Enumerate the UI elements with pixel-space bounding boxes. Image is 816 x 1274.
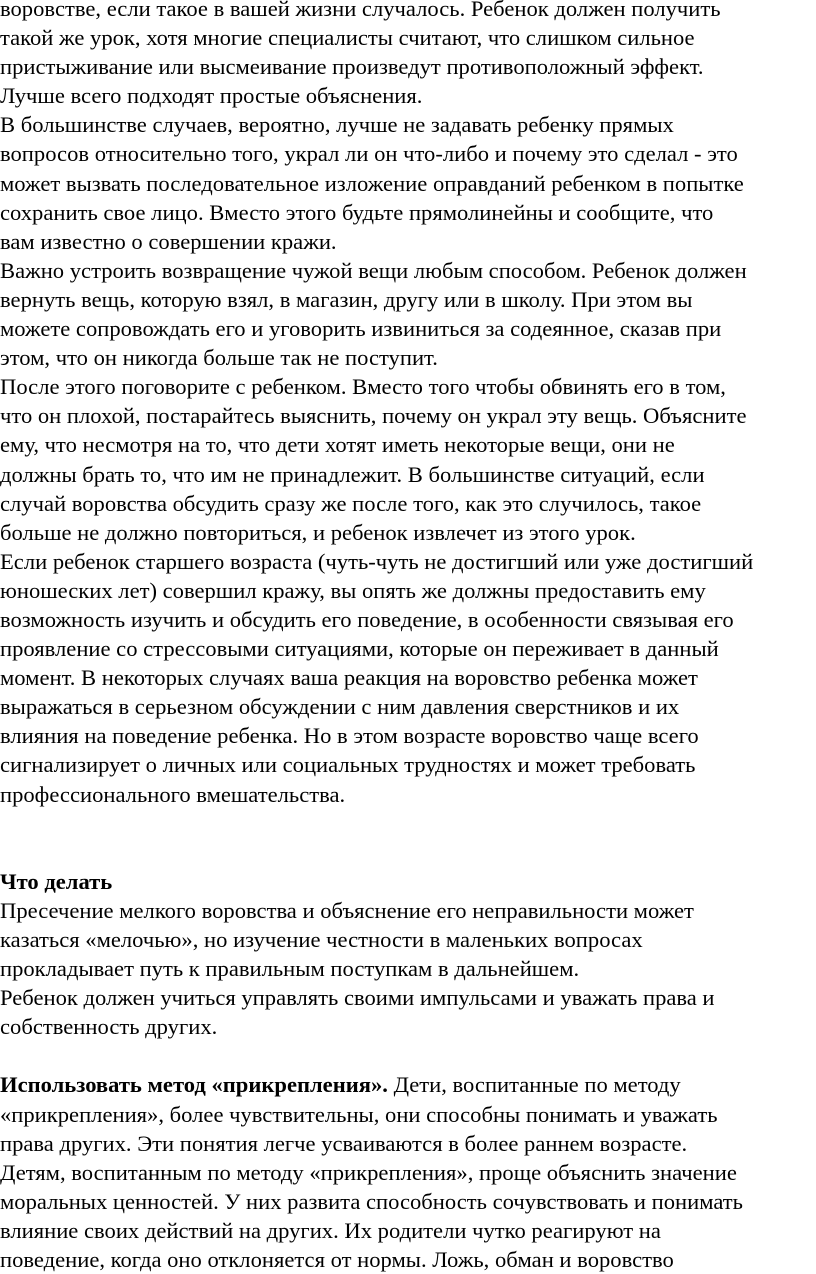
text-line: казаться «мелочью», но изучение честности в маленьких вопросах	[0, 927, 643, 952]
blank-line	[0, 1041, 816, 1070]
text-line: «прикрепления», более чувствительны, они способны понимать и уважать	[0, 1101, 718, 1127]
text-line: можете сопровождать его и уговорить извиниться за содеянное, сказав при	[0, 316, 722, 342]
text-line: такой же урок, хотя многие специалисты считают, что слишком сильное	[0, 25, 695, 51]
text-line: После этого поговорите с ребенком. Вместо того чтобы обвинять его в том,	[0, 374, 726, 400]
text-line: воровстве, если такое в вашей жизни случалось. Ребенок должен получить	[0, 0, 721, 21]
text-line: влияние своих действий на других. Их родители чутко реагируют на	[0, 1217, 661, 1243]
text-line: момент. В некоторых случаях ваша реакция на воровство ребенка может	[0, 665, 698, 691]
method-paragraph	[0, 1070, 816, 1274]
text-line: собственность других.	[0, 1014, 218, 1040]
paragraph-1	[0, 0, 816, 110]
section-what-to-do	[0, 867, 816, 1042]
text-line: профессионального вмешательства.	[0, 781, 346, 807]
blank-line	[0, 809, 816, 838]
text-line: может вызвать последовательное изложение оправданий ребенком в попытке	[0, 170, 744, 196]
method-title: Использовать метод «прикрепления».	[0, 1072, 388, 1098]
paragraph-4	[0, 372, 816, 547]
text-line: вернуть вещь, которую взял, в магазин, другу или в школу. При этом вы	[0, 286, 693, 312]
paragraph-3	[0, 256, 816, 372]
text-line: случай воровства обсудить сразу же после того, как это случилось, такое	[0, 490, 702, 516]
text-line: Пресечение мелкого воровства и объяснение его неправильности может	[0, 897, 694, 923]
text-line: вопросов относительно того, украл ли он что-либо и почему это сделал - это	[0, 141, 738, 167]
text-line: влияния на поведение ребенка. Но в этом возрасте воровство чаще всего	[0, 723, 699, 749]
text-line: Важно устроить возвращение чужой вещи любым способом. Ребенок должен	[0, 257, 747, 283]
text-line: Лучше всего подходят простые объяснения.	[0, 83, 423, 109]
text-line: ему, что несмотря на то, что дети хотят иметь некоторые вещи, они не	[0, 432, 675, 458]
text-line: прокладывает путь к правильным поступкам в дальнейшем.	[0, 956, 580, 982]
text-line: этом, что он никогда больше так не поступит.	[0, 345, 438, 371]
text-line	[0, 1070, 816, 1099]
text-line: вам известно о совершении кражи.	[0, 228, 337, 254]
method-first-line-rest: Дети, воспитанные по методу	[387, 1072, 681, 1098]
section-paragraph-2	[0, 983, 816, 1041]
text-line: возможность изучить и обсудить его поведение, в особенности связывая его	[0, 606, 734, 632]
blank-line	[0, 838, 816, 867]
paragraph-5	[0, 547, 816, 809]
text-line: должны брать то, что им не принадлежит. В большинстве ситуаций, если	[0, 461, 705, 487]
section-heading: Что делать	[0, 868, 113, 894]
text-line: сигнализирует о личных или социальных трудностях и может требовать	[0, 752, 696, 778]
text-line: больше не должно повториться, и ребенок извлечет из этого урок.	[0, 519, 636, 545]
text-line: выражаться в серьезном обсуждении с ним давления сверстников и их	[0, 694, 680, 720]
text-line: сохранить свое лицо. Вместо этого будьте прямолинейны и сообщите, что	[0, 199, 714, 225]
section-paragraph-1	[0, 896, 816, 983]
text-line: Детям, воспитанным по методу «прикрепления», проще объяснить значение	[0, 1159, 737, 1185]
text-line: права других. Эти понятия легче усваиваются в более раннем возрасте.	[0, 1130, 688, 1156]
text-line: юношеских лет) совершил кражу, вы опять же должны предоставить ему	[0, 577, 706, 603]
text-line: проявление со стрессовыми ситуациями, которые он переживает в данный	[0, 636, 719, 662]
text-line: что он плохой, постарайтесь выяснить, почему он украл эту вещь. Объясните	[0, 403, 747, 429]
text-line: В большинстве случаев, вероятно, лучше не задавать ребенку прямых	[0, 112, 674, 138]
text-line: поведение, когда оно отклоняется от нормы. Ложь, обман и воровство	[0, 1247, 674, 1273]
text-line: моральных ценностей. У них развита способность сочувствовать и понимать	[0, 1188, 743, 1214]
paragraph-2	[0, 110, 816, 255]
text-line: Ребенок должен учиться управлять своими импульсами и уважать права и	[0, 985, 715, 1011]
text-line: пристыживание или высмеивание произведут противоположный эффект.	[0, 54, 704, 80]
text-line: Если ребенок старшего возраста (чуть-чуть не достигший или уже достигший	[0, 548, 754, 574]
